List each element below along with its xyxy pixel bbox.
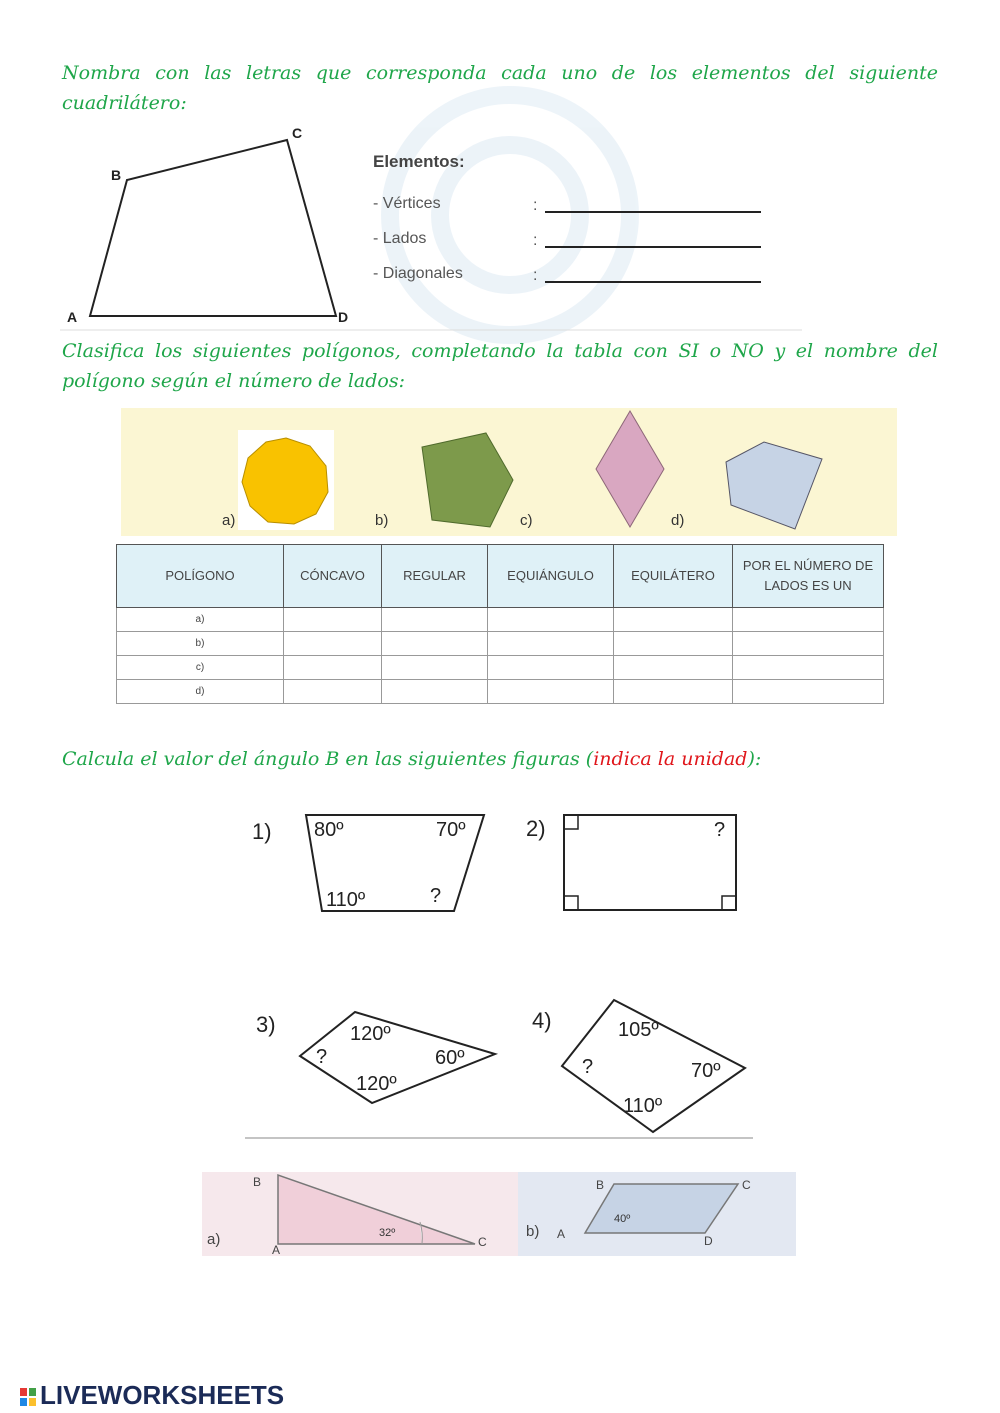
triangle-angle-value: 32º (379, 1227, 396, 1239)
parallelogram-angle-value: 40º (614, 1213, 631, 1225)
shape-label-c: c) (520, 512, 533, 529)
colon: : (533, 267, 538, 284)
figure-2-unknown: ? (714, 819, 726, 841)
figure-2-number: 2) (526, 816, 546, 841)
instruction-angle-b-end: ): (747, 748, 762, 770)
shape-label-d: d) (671, 512, 685, 529)
figure-4-angle-105: 105º (618, 1019, 659, 1041)
parallelogram-label: b) (526, 1223, 540, 1240)
colon: : (533, 232, 538, 249)
figure-1-angle-70: 70º (436, 819, 466, 841)
row-label: b) (117, 632, 284, 656)
figure-3-angle-120-top: 120º (350, 1023, 391, 1045)
figure-3-quadrilateral (300, 1012, 495, 1103)
figure-2-rectangle (564, 815, 736, 910)
figure-3-angle-60: 60º (435, 1047, 465, 1069)
vertex-label-b: B (111, 167, 122, 183)
row-label: d) (117, 680, 284, 704)
row-label: a) (117, 608, 284, 632)
figure-1-number: 1) (252, 819, 272, 844)
figure-3-number: 3) (256, 1012, 276, 1037)
shape-label-a: a) (222, 512, 236, 529)
instruction-quadrilateral: Nombra con las letras que corresponda cada uno de los elementos del siguiente cuadrilátero: (62, 62, 938, 114)
colon: : (533, 197, 538, 214)
triangle-vertex-a: A (272, 1243, 281, 1257)
parallelogram-vertex-b: B (596, 1178, 605, 1192)
instruction-angle-b-unit: indica la unidad (593, 748, 748, 770)
liveworksheets-logo-icon (20, 1388, 36, 1406)
instruction-classify: Clasifica los siguientes polígonos, completando la tabla con SI o NO y el nombre del polígono según el número de lados: (62, 340, 938, 392)
vertex-label-a: A (67, 309, 78, 325)
figure-1-angle-110: 110º (326, 889, 366, 911)
figure-3-unknown: ? (316, 1046, 328, 1068)
parallelogram-vertex-d: D (704, 1234, 713, 1248)
header-side-count: POR EL NÚMERO DE LADOS ES UN (733, 545, 884, 608)
row-label: c) (117, 656, 284, 680)
triangle-label: a) (207, 1231, 221, 1248)
right-angle-mark (564, 815, 736, 910)
figure-4-number: 4) (532, 1008, 552, 1033)
shape-label-b: b) (375, 512, 389, 529)
vertex-label-d: D (338, 309, 349, 325)
liveworksheets-logo (20, 1380, 284, 1411)
figure-4-angle-70: 70º (691, 1060, 721, 1082)
element-diagonals-label: - Diagonales (373, 265, 463, 282)
instruction-angle-b-start: Calcula el valor del ángulo B en las siguientes figuras ( (62, 748, 594, 770)
header-regular: REGULAR (382, 545, 488, 608)
figure-3-angle-120-bottom: 120º (356, 1073, 397, 1095)
header-polygon: POLÍGONO (117, 545, 284, 608)
element-sides-label: - Lados (373, 230, 427, 247)
header-equilateral: EQUILÁTERO (614, 545, 733, 608)
header-concave: CÓNCAVO (284, 545, 382, 608)
vertex-label-c: C (292, 125, 303, 141)
triangle-vertex-c: C (478, 1235, 487, 1249)
element-vertices-label: - Vértices (373, 195, 441, 212)
header-equiangular: EQUIÁNGULO (488, 545, 614, 608)
parallelogram-vertex-a: A (557, 1227, 566, 1241)
figure-4-angle-110: 110º (623, 1095, 663, 1117)
liveworksheets-logo-text: LIVEWORKSHEETS (40, 1380, 285, 1410)
triangle-vertex-b: B (253, 1175, 262, 1189)
figure-1-angle-80: 80º (314, 819, 344, 841)
elements-title: Elementos: (373, 152, 465, 171)
figure-4-unknown: ? (582, 1056, 594, 1078)
figure-1-unknown: ? (430, 885, 442, 907)
parallelogram-vertex-c: C (742, 1178, 751, 1192)
